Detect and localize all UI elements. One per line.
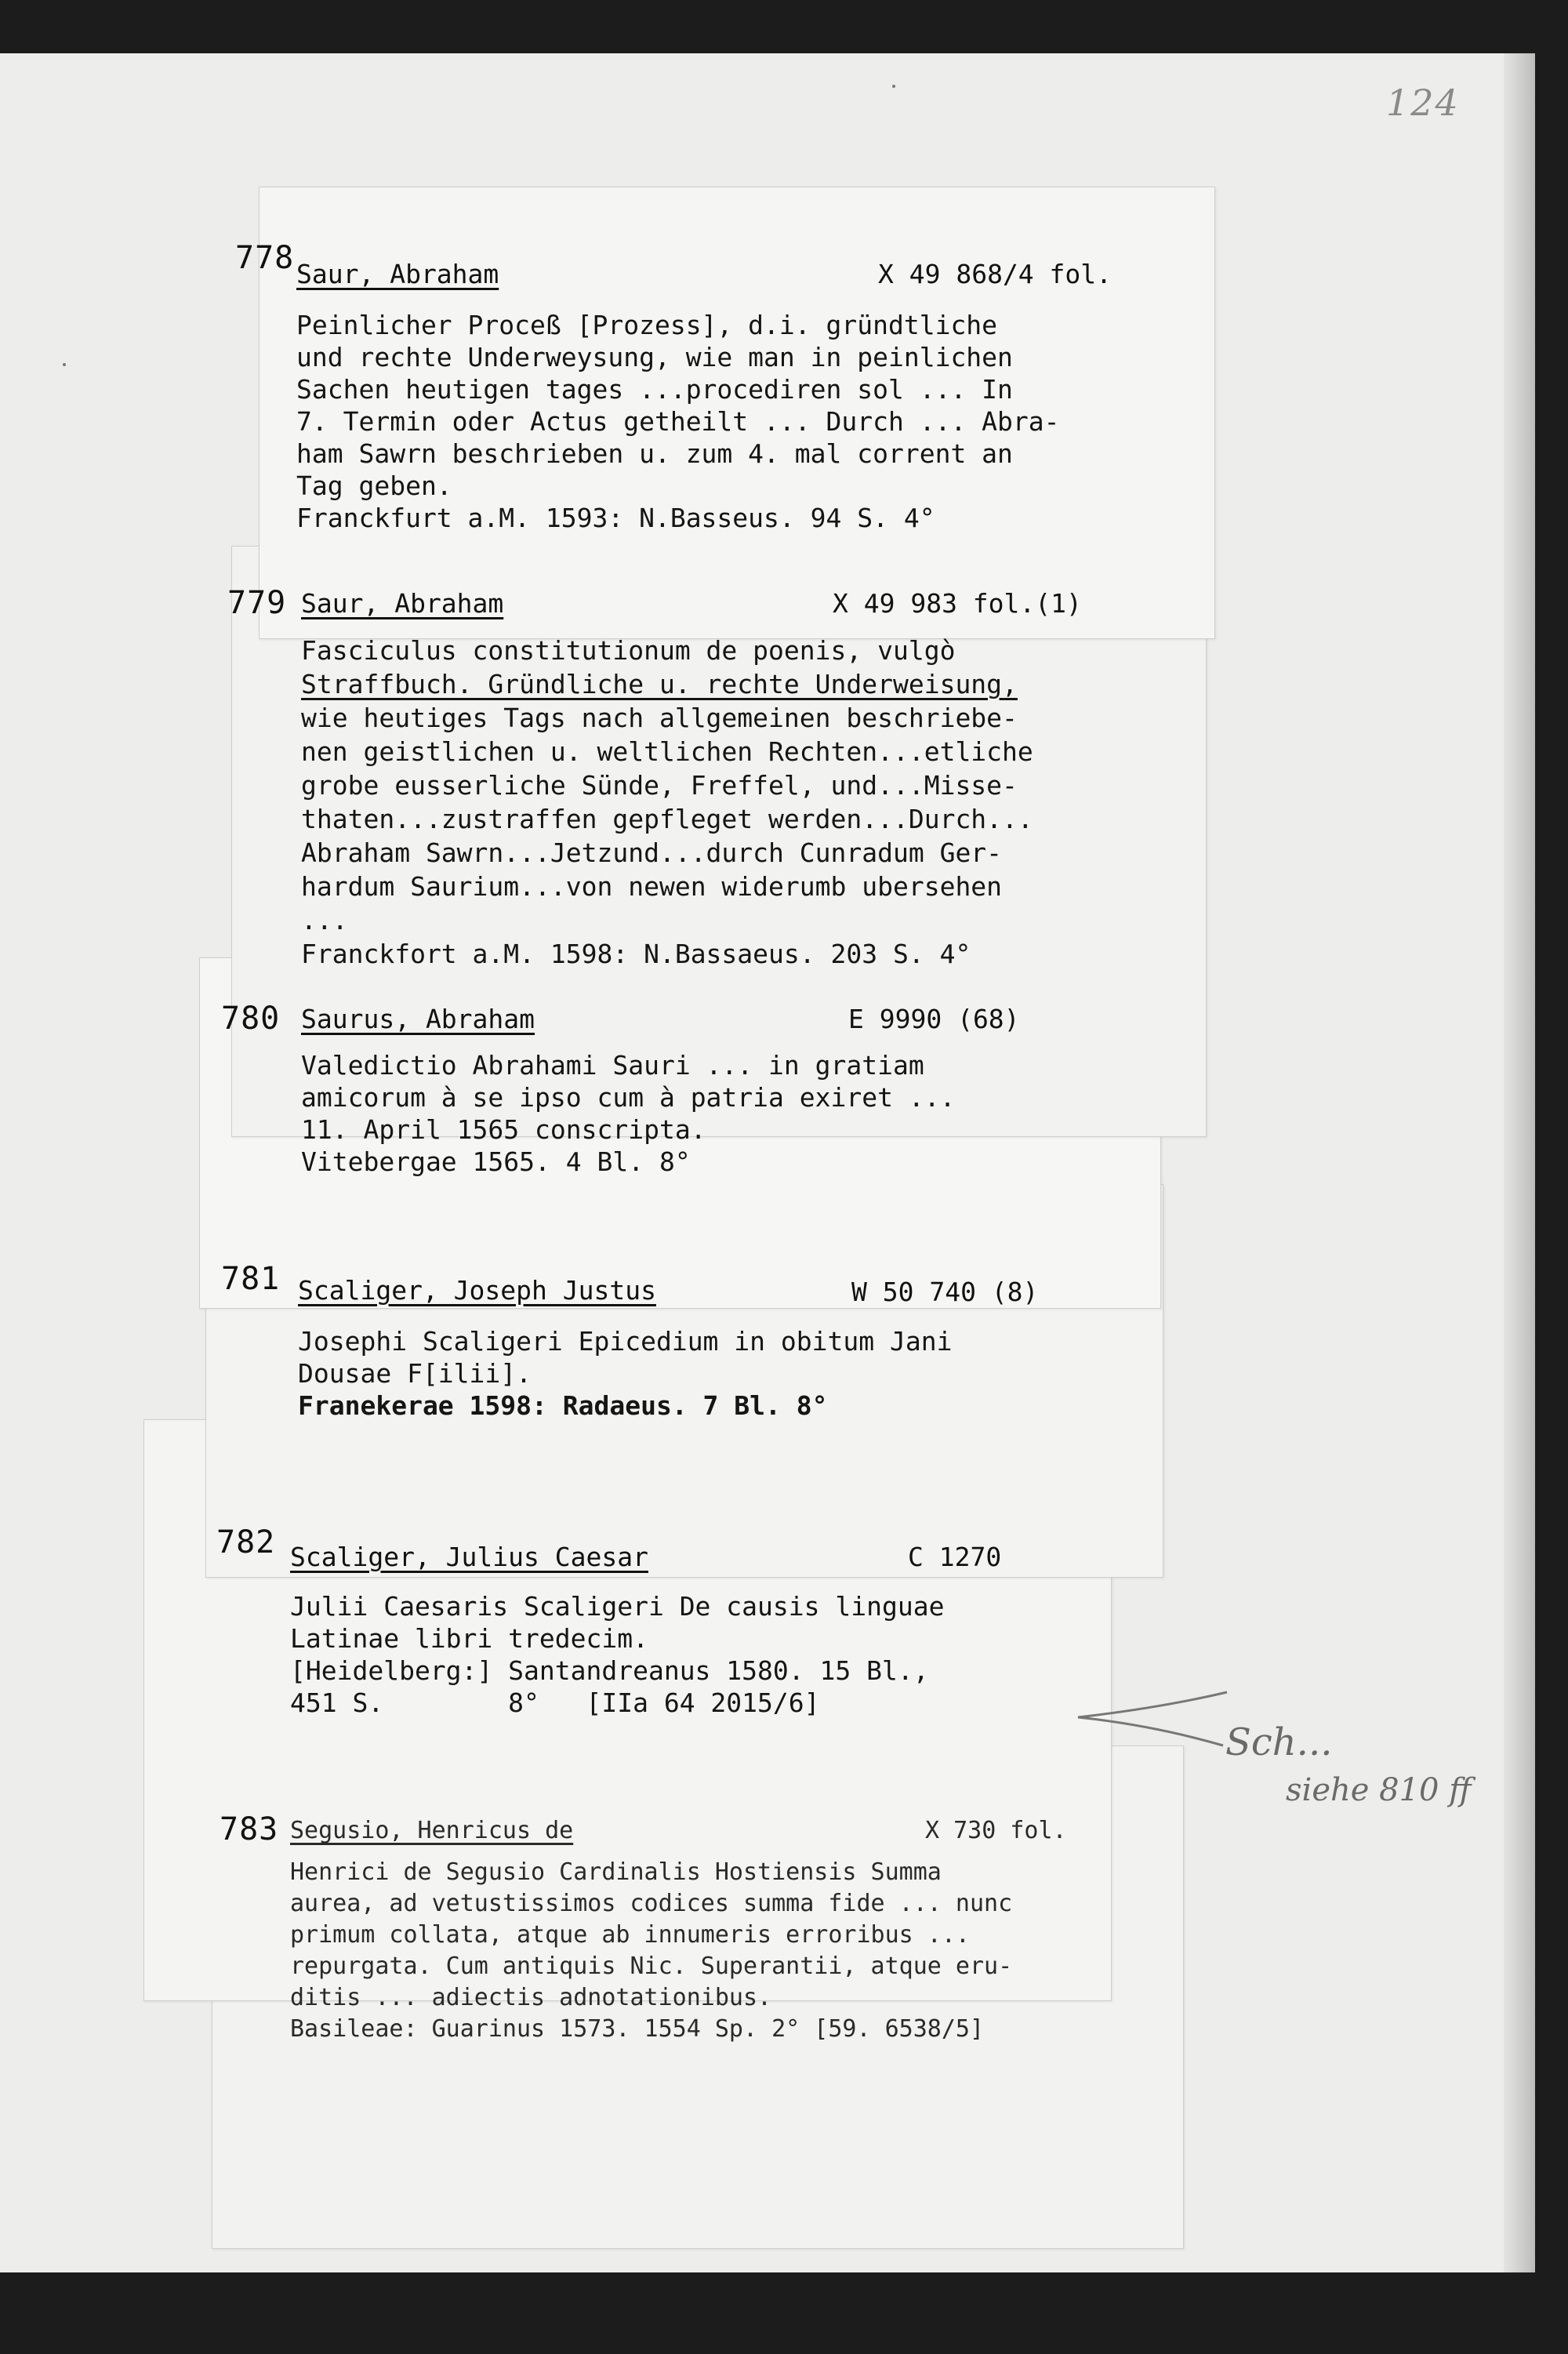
entry-heading: Scaliger, Julius Caesar [290,1542,648,1572]
entry-heading: Saur, Abraham [296,259,499,289]
entry-signature: W 50 740 (8) [851,1277,1039,1307]
entry-text: Fasciculus constitutionum de poenis, vulgò Straffbuch. Gründliche u. rechte Underweisung, wie heutiges Tags nach allgemeinen beschriebe- nen geistlichen u. weltlichen Rechten...etliche grobe eusserliche Sünde, Freffel, und...Misse- thaten...zustraffen gepfleget werden...Durch... Abraham Sawrn...Jetzund...durch Cunradum Ger- hardum Saurium...von newen widerumb ubersehen ... Franckfort a.M. 1598: N.Bassaeus. 203 S. 4° [301,635,1033,969]
pencil-arrow-icon [1074,1684,1231,1755]
entry-number: 778 [235,240,295,276]
entry-number: 780 [221,1001,281,1037]
entry-number: 781 [221,1261,281,1297]
entry-text: Henrici de Segusio Cardinalis Hostiensis Summa aurea, ad vetustissimos codices summa fide ... nunc primum collata, atque ab innumeris erroribus ... repurgata. Cum antiquis Nic. Superantii, atque eru- ditis ... adiectis adnotationibus. Basileae: Guarinus 1573. 1554 Sp. 2° [59. 6538/5] [290,1858,1013,2043]
handwritten-cross-reference: siehe 810 ff [1286,1772,1472,1808]
entry-signature: X 49 868/4 fol. [878,259,1112,289]
catalog-page [0,53,1535,2272]
entry-text: Peinlicher Proceß [Prozess], d.i. gründtliche und rechte Underweysung, wie man in peinlichen Sachen heutigen tages ...procediren sol ... In 7. Termin oder Actus getheilt ... Durch ... Abra- ham Sawrn beschrieben u. zum 4. mal corrent an Tag geben. Franckfurt a.M. 1593: N.Basseus. 94 S. 4° [296,310,1060,533]
page-edge-shadow [1504,53,1535,2272]
entry-number: 783 [220,1811,279,1847]
entry-signature: X 730 fol. [925,1817,1067,1844]
page-number: 124 [1386,82,1460,124]
entry-heading: Saurus, Abraham [301,1004,535,1034]
entry-heading: Scaliger, Joseph Justus [298,1275,656,1306]
entry-signature: C 1270 [908,1542,1002,1572]
handwritten-note: Sch... [1225,1720,1333,1764]
entry-number: 779 [227,585,287,621]
entry-signature: X 49 983 fol.(1) [833,588,1082,619]
entry-text: Josephi Scaligeri Epicedium in obitum Jani Dousae F[ilii]. Franekerae 1598: Radaeus. 7 Bl. 8° [298,1326,953,1421]
entry-heading: Segusio, Henricus de [290,1817,574,1844]
entry-text: Julii Caesaris Scaligeri De causis linguae Latinae libri tredecim. [Heidelberg:] Santandreanus 1580. 15 Bl., 451 S. 8° [IIa 64 2015/6] [290,1591,945,1718]
entry-number: 782 [216,1524,276,1560]
speck [63,363,66,366]
entry-signature: E 9990 (68) [848,1004,1020,1034]
speck [892,85,895,88]
entry-heading: Saur, Abraham [301,588,504,619]
entry-text: Valedictio Abrahami Sauri ... in gratiam amicorum à se ipso cum à patria exiret ... 11. April 1565 conscripta. Vitebergae 1565. 4 Bl. 8° [301,1050,956,1177]
